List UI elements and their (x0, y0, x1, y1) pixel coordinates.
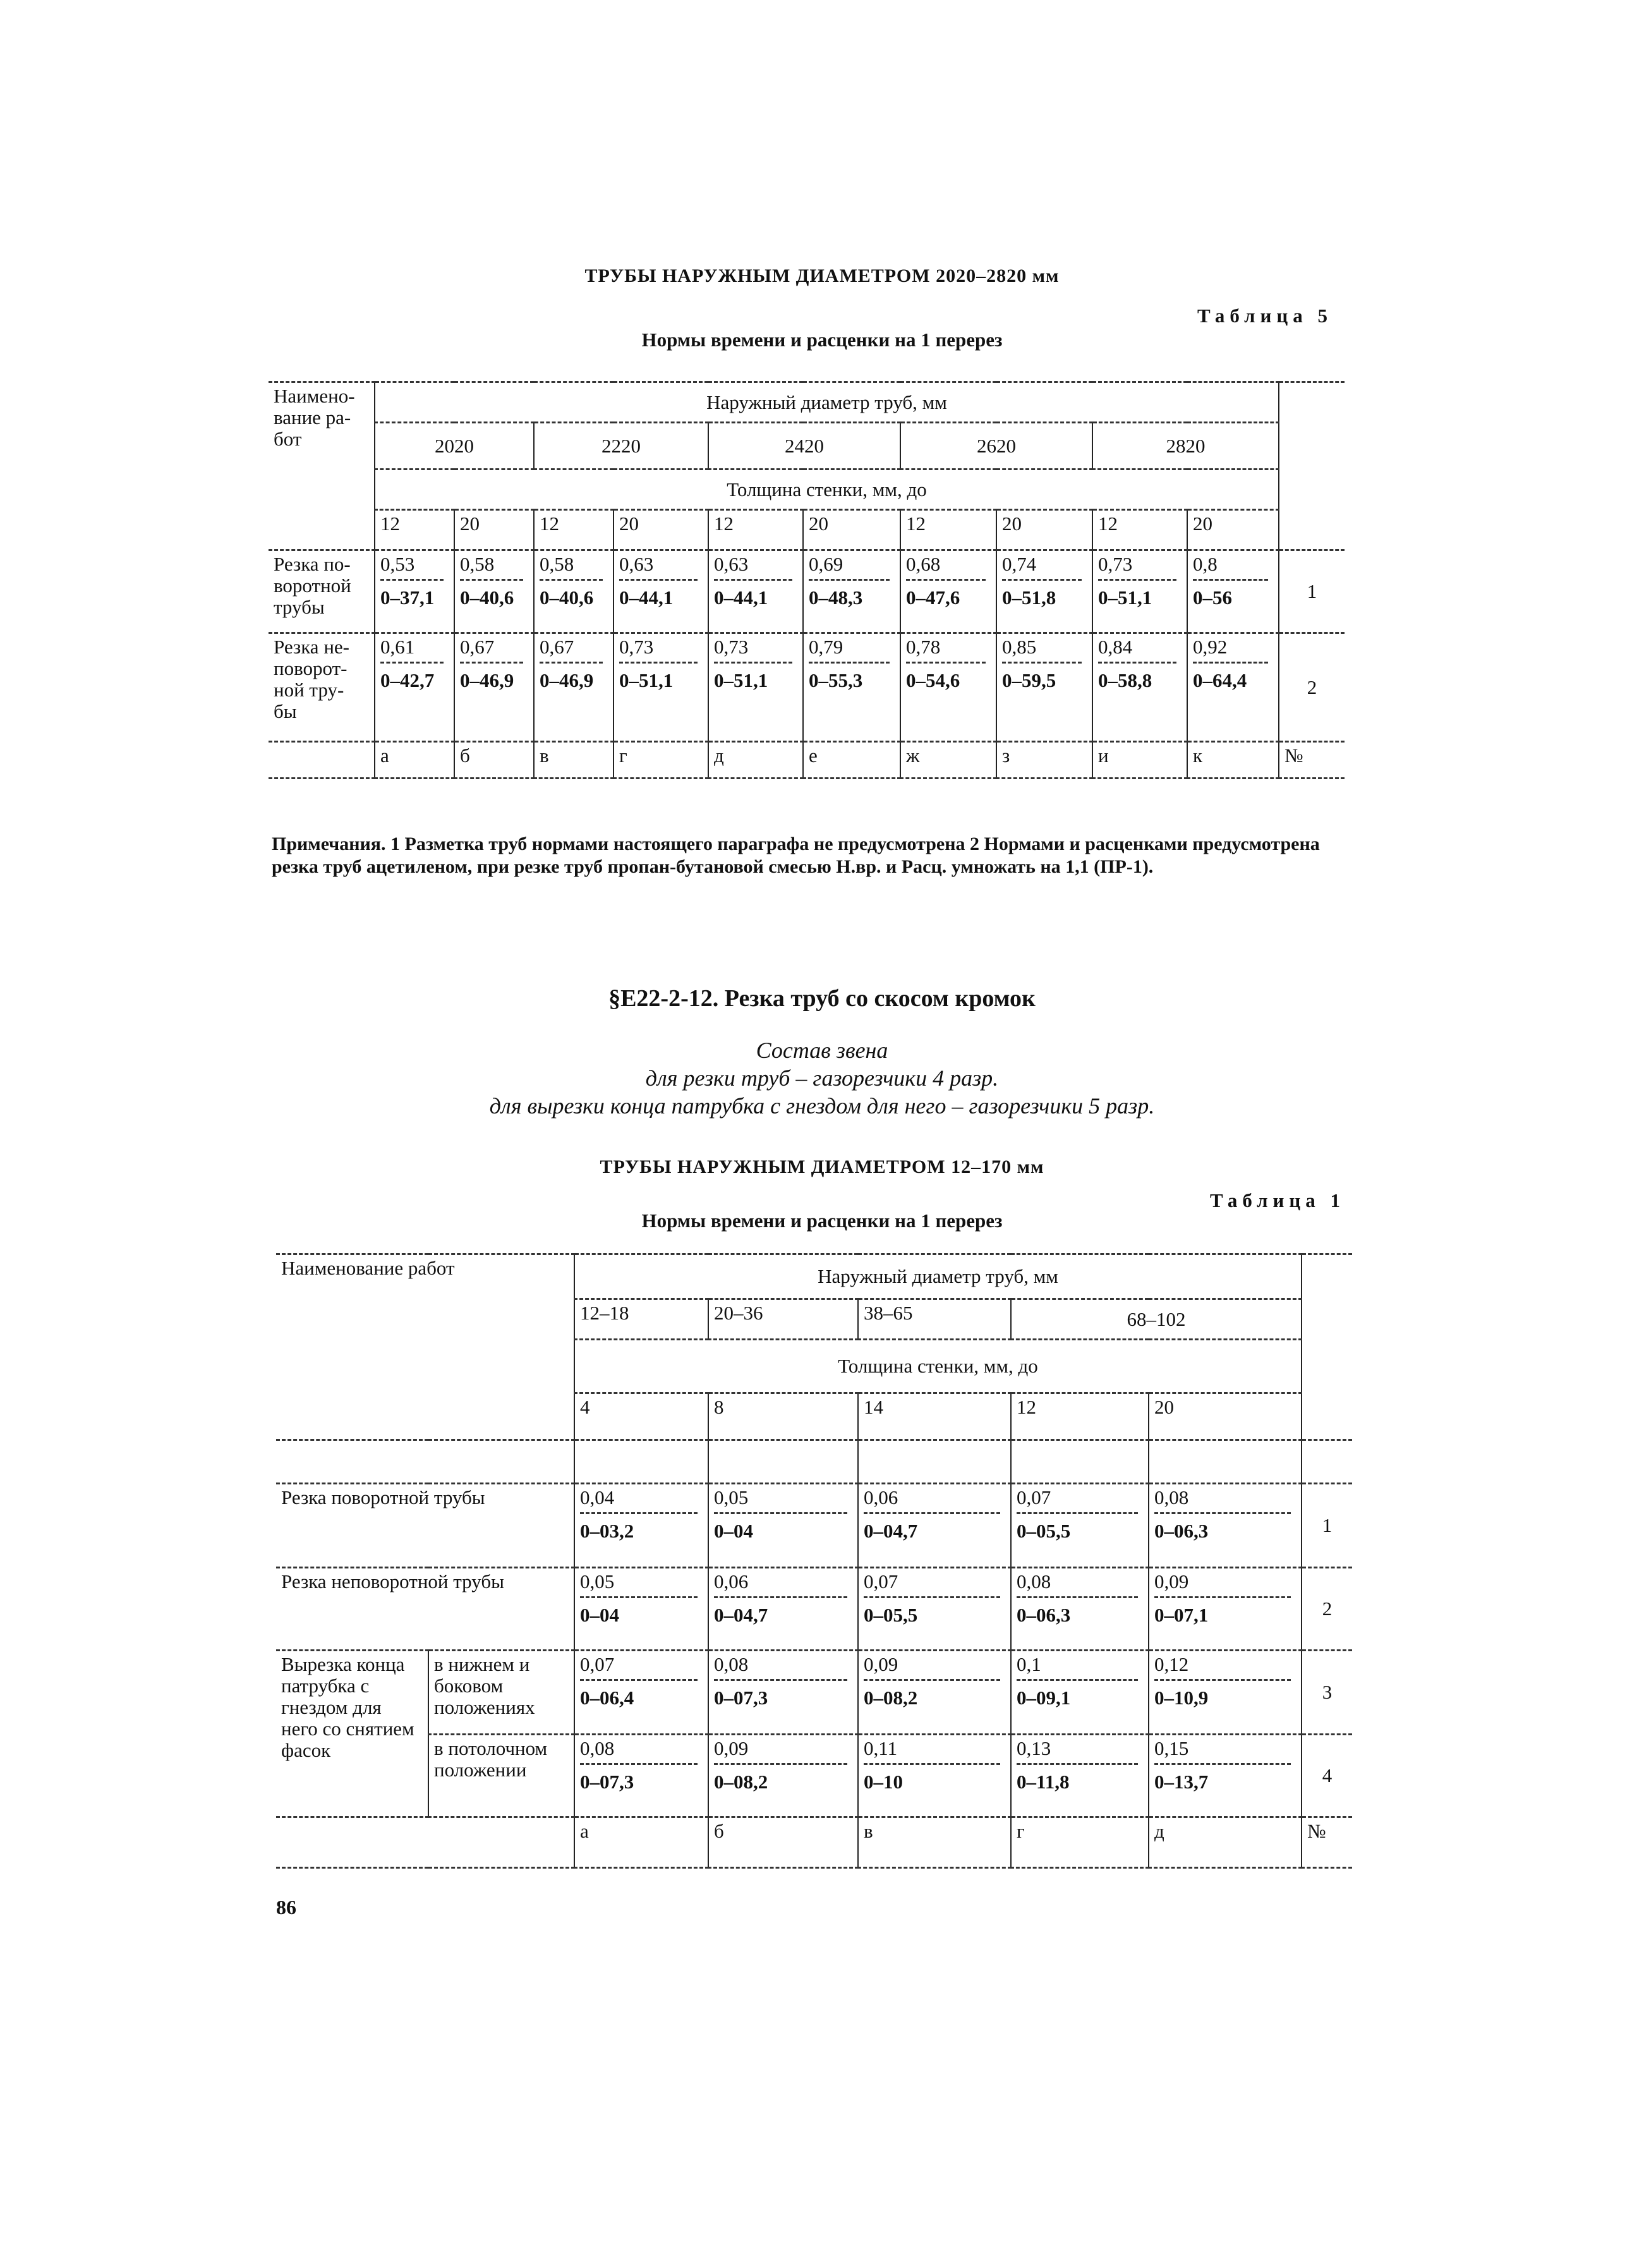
rate: 0–07,3 (714, 1687, 768, 1709)
value-cell (1149, 1484, 1302, 1568)
thickness-value: 20 (996, 510, 1092, 550)
diameter-header: Наружный диаметр труб, мм (375, 382, 1279, 423)
value-cell (613, 633, 708, 742)
norm-time: 0,06 (864, 1487, 1000, 1514)
norm-time: 0,15 (1154, 1738, 1291, 1765)
row-number: 2 (1302, 1568, 1352, 1651)
thickness-value: 8 (708, 1393, 858, 1440)
norm-time: 0,63 (619, 554, 698, 581)
value-cell (708, 1735, 858, 1817)
thickness-value: 12 (1011, 1393, 1149, 1440)
norm-time: 0,79 (809, 636, 890, 664)
rate: 0–56 (1193, 586, 1232, 609)
num-spacer (1279, 382, 1345, 550)
column-letter: е (803, 742, 900, 779)
table-row (269, 633, 1345, 742)
column-letter: з (996, 742, 1092, 779)
table5 (269, 381, 1345, 779)
rate: 0–51,1 (714, 669, 768, 691)
rate: 0–11,8 (1017, 1771, 1070, 1793)
column-letter: в (534, 742, 613, 779)
table-row (269, 382, 1345, 423)
value-cell (534, 633, 613, 742)
norm-time: 0,05 (714, 1487, 847, 1514)
value-cell (1149, 1735, 1302, 1817)
value-cell (708, 1651, 858, 1735)
value-cell (708, 633, 803, 742)
norm-time: 0,07 (1017, 1487, 1138, 1514)
value-cell (900, 633, 996, 742)
norm-time: 0,67 (460, 636, 523, 664)
spacer-cell (1302, 1440, 1352, 1484)
row-number: 1 (1302, 1484, 1352, 1568)
spacer-cell (1149, 1440, 1302, 1484)
work-name: Резка неповоротной трубы (276, 1568, 574, 1651)
name-line: ной тру- (274, 679, 344, 701)
table-row (276, 1735, 1352, 1817)
spacer-cell (708, 1440, 858, 1484)
column-letter: г (613, 742, 708, 779)
rate: 0–06,3 (1017, 1604, 1071, 1626)
thickness-value: 4 (574, 1393, 708, 1440)
norm-time: 0,08 (1017, 1571, 1138, 1598)
column-letter: а (375, 742, 454, 779)
name-line: Наимено- (274, 385, 355, 407)
rate: 0–06,3 (1154, 1520, 1209, 1542)
norm-time: 0,58 (540, 554, 603, 581)
thickness-value: 20 (803, 510, 900, 550)
column-letter: и (1092, 742, 1187, 779)
value-cell (858, 1484, 1011, 1568)
thickness-value: 20 (613, 510, 708, 550)
rate: 0–44,1 (714, 586, 768, 609)
name-line: Резка по- (274, 553, 351, 575)
column-letter: в (858, 1817, 1011, 1868)
diameter-value: 38–65 (858, 1299, 1011, 1340)
name-line: Резка не- (274, 636, 349, 658)
work-name: Резка поворотной трубы (276, 1484, 574, 1568)
rate: 0–07,3 (580, 1771, 634, 1793)
thickness-value: 12 (375, 510, 454, 550)
thickness-value: 12 (1092, 510, 1187, 550)
table5-notes: Примечания. 1 Разметка труб нормами настоящего параграфа не предусмотрена 2 Нормами и расценками предусмотрена резка труб ацетиленом, при резке труб пропан-бутановой смесью Н.вр. и Расц. умножать на 1,1 (ПР-1). (272, 834, 1320, 877)
thickness-value: 12 (708, 510, 803, 550)
norm-time: 0,07 (864, 1571, 1000, 1598)
value-cell (900, 550, 996, 633)
name-line: воротной (274, 574, 351, 597)
rate: 0–07,1 (1154, 1604, 1209, 1626)
value-cell (1187, 550, 1279, 633)
diameter-value: 12–18 (574, 1299, 708, 1340)
rate: 0–59,5 (1002, 669, 1056, 691)
table1-title: ТРУБЫ НАРУЖНЫМ ДИАМЕТРОМ 12–170 мм (600, 1156, 1044, 1177)
value-cell (375, 633, 454, 742)
rate: 0–37,1 (380, 586, 435, 609)
num-spacer (1302, 1254, 1352, 1440)
rate: 0–51,1 (1098, 586, 1152, 609)
norm-time: 0,85 (1002, 636, 1082, 664)
value-cell (858, 1735, 1011, 1817)
spacer-cell (574, 1440, 708, 1484)
work-name (269, 550, 375, 633)
rate: 0–64,4 (1193, 669, 1247, 691)
norm-time: 0,08 (580, 1738, 698, 1765)
thickness-value: 20 (1187, 510, 1279, 550)
diameter-value: 2620 (900, 423, 1092, 470)
norm-time: 0,12 (1154, 1654, 1291, 1681)
value-cell (708, 1568, 858, 1651)
rate: 0–40,6 (460, 586, 514, 609)
table5-title: ТРУБЫ НАРУЖНЫМ ДИАМЕТРОМ 2020–2820 мм (584, 265, 1060, 286)
value-cell (1149, 1651, 1302, 1735)
column-letter: ж (900, 742, 996, 779)
row-number: 3 (1302, 1651, 1352, 1735)
spacer-cell (1011, 1440, 1149, 1484)
thickness-header: Толщина стенки, мм, до (375, 470, 1279, 510)
norm-time: 0,08 (714, 1654, 847, 1681)
rate: 0–05,5 (1017, 1520, 1071, 1542)
value-cell (708, 1484, 858, 1568)
column-letter: г (1011, 1817, 1149, 1868)
value-cell (574, 1484, 708, 1568)
norm-time: 0,58 (460, 554, 523, 581)
row-number: 4 (1302, 1735, 1352, 1817)
value-cell (1092, 550, 1187, 633)
value-cell (1092, 633, 1187, 742)
value-cell (375, 550, 454, 633)
norm-time: 0,74 (1002, 554, 1082, 581)
thickness-value: 12 (534, 510, 613, 550)
empty-cell (269, 742, 375, 779)
rate: 0–04,7 (714, 1604, 768, 1626)
spacer-cell (276, 1440, 428, 1484)
value-cell (708, 550, 803, 633)
rate: 0–46,9 (460, 669, 514, 691)
norm-time: 0,73 (1098, 554, 1176, 581)
row-number: 1 (1279, 550, 1345, 633)
work-name (269, 633, 375, 742)
value-cell (996, 633, 1092, 742)
table5-subtitle: Нормы времени и расценки на 1 перерез (641, 329, 1003, 351)
diameter-value: 68–102 (1011, 1299, 1302, 1340)
name-line: вание ра- (274, 406, 351, 428)
crew-line-2: для вырезки конца патрубка с гнездом для него – газорезчики 5 разр. (489, 1093, 1155, 1119)
column-letter: б (454, 742, 534, 779)
value-cell (1149, 1568, 1302, 1651)
diameter-value: 2220 (534, 423, 708, 470)
norm-time: 0,04 (580, 1487, 698, 1514)
rate: 0–08,2 (714, 1771, 768, 1793)
table-row (276, 1254, 1352, 1299)
table-row (276, 1817, 1352, 1868)
norm-time: 0,07 (580, 1654, 698, 1681)
table-row (276, 1440, 1352, 1484)
empty-cell (276, 1817, 574, 1868)
table1 (276, 1253, 1352, 1869)
norm-time: 0,73 (619, 636, 698, 664)
thickness-value: 20 (454, 510, 534, 550)
norm-time: 0,09 (714, 1738, 847, 1765)
rate: 0–04,7 (864, 1520, 918, 1542)
table-row (276, 1484, 1352, 1568)
diameter-header: Наружный диаметр труб, мм (574, 1254, 1302, 1299)
table1-label: Таблица 1 (1210, 1189, 1345, 1211)
norm-time: 0,11 (864, 1738, 1000, 1765)
norm-time: 0,73 (714, 636, 792, 664)
norm-time: 0,78 (906, 636, 986, 664)
diameter-value: 20–36 (708, 1299, 858, 1340)
name-header (269, 382, 375, 550)
num-header: № (1279, 742, 1345, 779)
norm-time: 0,69 (809, 554, 890, 581)
crew-title: Состав звена (756, 1038, 888, 1063)
value-cell (858, 1568, 1011, 1651)
column-letter: к (1187, 742, 1279, 779)
norm-time: 0,13 (1017, 1738, 1138, 1765)
rate: 0–47,6 (906, 586, 960, 609)
work-subname: в нижнем и боковом положениях (428, 1651, 574, 1735)
page-number: 86 (276, 1896, 296, 1919)
norm-time: 0,09 (1154, 1571, 1291, 1598)
table-row (269, 470, 1345, 510)
thickness-value: 14 (858, 1393, 1011, 1440)
table-row (269, 423, 1345, 470)
rate: 0–58,8 (1098, 669, 1152, 691)
row-number: 2 (1279, 633, 1345, 742)
norm-time: 0,53 (380, 554, 444, 581)
work-name: Вырезка конца патрубка с гнездом для него со снятием фасок (276, 1651, 428, 1817)
diameter-value: 2420 (708, 423, 900, 470)
rate: 0–48,3 (809, 586, 863, 609)
section-heading: §Е22-2-12. Резка труб со скосом кромок (608, 985, 1036, 1012)
rate: 0–13,7 (1154, 1771, 1209, 1793)
rate: 0–46,9 (540, 669, 594, 691)
rate: 0–04 (714, 1520, 753, 1542)
value-cell (534, 550, 613, 633)
norm-time: 0,08 (1154, 1487, 1291, 1514)
value-cell (1011, 1484, 1149, 1568)
norm-time: 0,06 (714, 1571, 847, 1598)
norm-time: 0,61 (380, 636, 444, 664)
table-row (269, 742, 1345, 779)
norm-time: 0,63 (714, 554, 792, 581)
norm-time: 0,67 (540, 636, 603, 664)
norm-time: 0,09 (864, 1654, 1000, 1681)
rate: 0–03,2 (580, 1520, 634, 1542)
rate: 0–51,1 (619, 669, 674, 691)
norm-time: 0,8 (1193, 554, 1268, 581)
value-cell (613, 550, 708, 633)
rate: 0–09,1 (1017, 1687, 1071, 1709)
spacer-cell (858, 1440, 1011, 1484)
value-cell (1011, 1735, 1149, 1817)
value-cell (858, 1651, 1011, 1735)
table-row (269, 550, 1345, 633)
diameter-value: 2820 (1092, 423, 1279, 470)
table-row (276, 1568, 1352, 1651)
table1-subtitle: Нормы времени и расценки на 1 перерез (641, 1210, 1003, 1232)
value-cell (803, 633, 900, 742)
column-letter: д (708, 742, 803, 779)
name-line: поворот- (274, 657, 348, 679)
thickness-header: Толщина стенки, мм, до (574, 1340, 1302, 1393)
value-cell (454, 633, 534, 742)
table-row (276, 1651, 1352, 1735)
rate: 0–55,3 (809, 669, 863, 691)
rate: 0–54,6 (906, 669, 960, 691)
value-cell (1187, 633, 1279, 742)
value-cell (574, 1568, 708, 1651)
value-cell (996, 550, 1092, 633)
rate: 0–04 (580, 1604, 619, 1626)
name-header: Наименование работ (276, 1254, 574, 1440)
work-subname: в потолочном положении (428, 1735, 574, 1817)
value-cell (574, 1651, 708, 1735)
diameter-value: 2020 (375, 423, 534, 470)
norm-time: 0,68 (906, 554, 986, 581)
name-line: бот (274, 428, 302, 450)
spacer-cell (428, 1440, 574, 1484)
rate: 0–06,4 (580, 1687, 634, 1709)
thickness-value: 20 (1149, 1393, 1302, 1440)
rate: 0–40,6 (540, 586, 594, 609)
table-row (269, 510, 1345, 550)
rate: 0–05,5 (864, 1604, 918, 1626)
value-cell (1011, 1568, 1149, 1651)
value-cell (454, 550, 534, 633)
num-header: № (1302, 1817, 1352, 1868)
thickness-value: 12 (900, 510, 996, 550)
value-cell (803, 550, 900, 633)
norm-time: 0,05 (580, 1571, 698, 1598)
rate: 0–51,8 (1002, 586, 1056, 609)
name-line: бы (274, 700, 297, 722)
table5-label: Таблица 5 (1197, 305, 1333, 327)
rate: 0–10,9 (1154, 1687, 1209, 1709)
column-letter: д (1149, 1817, 1302, 1868)
name-line: трубы (274, 596, 325, 618)
norm-time: 0,1 (1017, 1654, 1138, 1681)
rate: 0–42,7 (380, 669, 435, 691)
norm-time: 0,92 (1193, 636, 1268, 664)
norm-time: 0,84 (1098, 636, 1176, 664)
column-letter: б (708, 1817, 858, 1868)
value-cell (574, 1735, 708, 1817)
crew-line-1: для резки труб – газорезчики 4 разр. (645, 1065, 999, 1091)
column-letter: а (574, 1817, 708, 1868)
value-cell (1011, 1651, 1149, 1735)
rate: 0–10 (864, 1771, 903, 1793)
rate: 0–44,1 (619, 586, 674, 609)
rate: 0–08,2 (864, 1687, 918, 1709)
